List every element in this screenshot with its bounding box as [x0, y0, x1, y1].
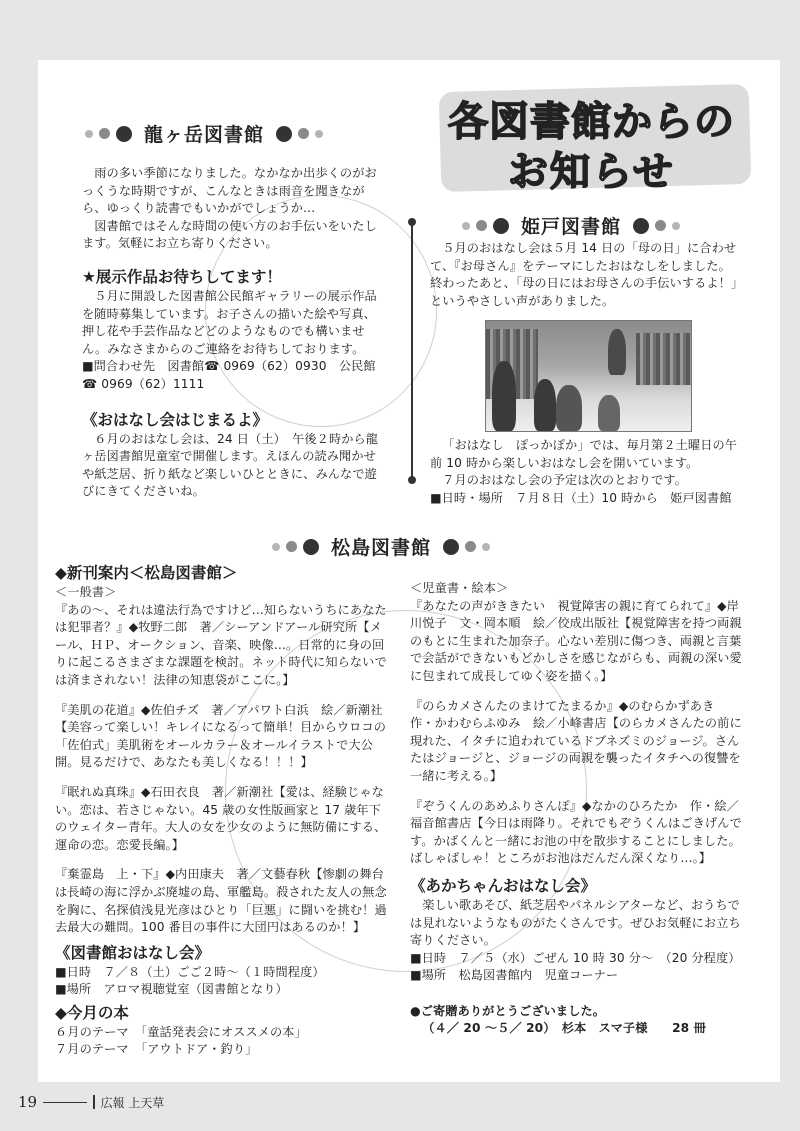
himedo-regular-storytime: 「おはなし ぽっかぽか」では、毎月第２土曜日の午前 10 時から楽しいおはなし会を開いています。	[430, 438, 738, 470]
general-books-label: ＜一般書＞	[55, 585, 117, 599]
heading-dots-right	[276, 126, 323, 142]
page-number: 19	[18, 1093, 38, 1111]
matsushima-storytime-place: ■場所 アロマ視聴覚室（図書館となり）	[55, 982, 288, 997]
ryugatake-section	[82, 165, 384, 501]
baby-storytime-place: ■場所 松島図書館内 児童コーナー	[410, 968, 619, 983]
donation-body: （４／ 20 ～５／ 20） 杉本 スマ子様 28 冊	[422, 1021, 706, 1036]
photo-person	[608, 329, 626, 375]
donation-title: ●ご寄贈ありがとうございました。	[410, 1003, 606, 1018]
magazine-name: 広報 上天草	[100, 1095, 165, 1110]
himedo-section-2	[430, 437, 738, 507]
children-book: 『のらカメさんたのまけてたまるか』◆のむらかずあき 作・かわむらふゆみ 絵／小峰書店【のらカメさんたの前に現れた、イタチに追われているドブネズミのジョージ。さんたはジョージと、ジョージの両親を襲ったイタチへの復讐を一緒に考える。】	[410, 698, 742, 783]
ryugatake-storytime-body: ６月のおはなし会は、24 日（土） 午後２時から龍ヶ岳図書館児童室で開催します。えほんの読み聞かせや紙芝居、折り紙など楽しいひとときに、みんなで遊びにきてくださいね。	[82, 431, 379, 499]
storytime-photo	[485, 320, 692, 432]
exhibit-body: ５月に開設した図書館公民館ギャラリーの展示作品を随時募集しています。お子さんの描いた絵や写真、押し花や手芸作品などどのようなものでも構いません。みなさまからのご連絡をお待ちしております。	[82, 288, 377, 356]
photo-person	[534, 379, 556, 431]
general-book: 『棄霊島 上・下』◆内田康夫 著／文藝春秋【惨劇の舞台は長崎の海に浮かぶ廃墟の島、軍艦島。殺された友人の無念を胸に、名探偵浅見光彦はひとり「巨悪」に闘いを挑む！過去最大の難問。100 番目の事件に大団円はあるのか！】	[55, 867, 387, 935]
ryugatake-intro-2: 図書館ではそんな時間の使い方のお手伝いをいたします。気軽にお立ち寄りください。	[82, 218, 377, 251]
himedo-next-schedule-intro: ７月のおはなし会の予定は次のとおりです。	[442, 473, 687, 488]
general-book: 『眠れぬ真珠』◆石田衣良 著／新潮社【愛は、経験じゃない。恋は、若さじゃない。45 歳の女性版画家と 17 歳年下のウェイター青年。大人の女を少女のように無防備にする、運命の恋。恋愛長編。】	[55, 784, 387, 852]
matsushima-storytime-title: 《図書館おはなし会》	[55, 943, 211, 962]
banner-line-2: お知らせ	[508, 149, 675, 195]
heading-dots-left	[272, 539, 319, 555]
column-divider	[411, 222, 413, 480]
children-book: 『あなたの声がききたい 視覚障害の親に育てられて』◆岸川悦子 文・岡本順 絵／佼成出版社【視覚障害を持つ両親のもとに生まれた加奈子。心ない差別に傷つき、両親と言葉で会話ができないもどかしさを感じながらも、両親の深い愛に包まれて成長してゆく姿を描く。】	[410, 598, 742, 683]
children-books-label: ＜児童書・絵本＞	[410, 581, 509, 595]
himedo-section	[430, 240, 738, 310]
general-book: 『美肌の花道』◆佐伯チズ 著／アパワト白浜 絵／新潮社【美容って楽しい！キレイになるって簡単！目からウロコの「佐伯式」美肌術をオールカラー＆オールイラストで大公開。見るだけで、あなたも美しくなる！！！】	[55, 702, 387, 770]
banner	[440, 88, 760, 200]
divider-end-top	[408, 218, 416, 226]
photo-person	[492, 361, 516, 431]
heading-dots-right	[443, 539, 490, 555]
heading-dots-left	[85, 126, 132, 142]
ryugatake-storytime-title: 《おはなし会はじまるよ》	[82, 410, 269, 429]
himedo-report: ５月のおはなし会は５月 14 日の「母の日」に合わせて、『お母さん』をテーマにしたおはなしをしました。終わったあと、「母の日にはお母さんの手伝いするよ！」というやさしい声がありました。	[430, 241, 738, 308]
ryugatake-title: 龍ヶ岳図書館	[144, 124, 265, 146]
banner-line-1: 各図書館からの	[448, 99, 735, 145]
ryugatake-intro: 雨の多い季節になりました。なかなか出歩くのがおっくうな時期ですが、こんなときは雨音を聞きながら、ゆっくり読書でもいかがでしょうか…	[82, 166, 377, 216]
baby-storytime-title: 《あかちゃんおはなし会》	[410, 876, 597, 895]
matsushima-right-column	[410, 580, 750, 1038]
matsushima-title: 松島図書館	[331, 537, 432, 559]
ryugatake-heading	[85, 120, 323, 147]
exhibit-title: ★展示作品お待ちしてます！	[82, 267, 282, 286]
heading-dots-right	[633, 218, 680, 234]
baby-storytime-body: 楽しい歌あそび、紙芝居やパネルシアターなど、おうちでは見れないようなものがたくさんです。ぜひお気軽にお立ち寄りください。	[410, 897, 741, 948]
photo-person	[556, 385, 582, 431]
children-book: 『ぞうくんのあめふりさんぽ』◆なかのひろたか 作・絵／福音館書店【今日は雨降り。それでもぞうくんはごきげんです。かばくんと一緒にお池の中を散歩することにしました。ばしゃばしゃ！ところがお池はだんだん深くなり…。】	[410, 798, 742, 866]
theme-june: ６月のテーマ 「童話発表会にオススメの本」	[55, 1024, 307, 1039]
matsushima-heading	[272, 533, 490, 560]
matsushima-left-column	[55, 563, 388, 1059]
theme-july: ７月のテーマ 「アウトドア・釣り」	[55, 1042, 258, 1057]
general-book: 『あの～、それは違法行為ですけど…知らないうちにあなたは犯罪者？』◆牧野二郎 著／シーアンドアール研究所【メール、ＨＰ、オークション、音楽、映像…。日常的に身の回りに起こるさまざまな課題を検討。ネット時代に知らないでは済まされない！法律の知恵袋がここに。】	[55, 602, 387, 687]
heading-dots-left	[462, 218, 509, 234]
contact-line-1: ■問合わせ先 図書館☎ 0969（62）0930 公民館	[82, 359, 376, 374]
baby-storytime-date: ■日時 ７／５（水）ごぜん 10 時 30 分～ （20 分程度）	[410, 950, 741, 965]
new-books-title: ◆新刊案内＜松島図書館＞	[55, 564, 238, 582]
himedo-title: 姫戸図書館	[521, 216, 622, 238]
matsushima-storytime-date: ■日時 ７／８（土）ごご２時～（１時間程度）	[55, 964, 325, 979]
footer-bar	[93, 1095, 95, 1109]
himedo-heading	[462, 212, 680, 239]
contact-line-2: ☎ 0969（62）1111	[82, 376, 205, 391]
photo-bookshelf-right	[636, 333, 691, 385]
footer-rule	[43, 1102, 87, 1103]
himedo-schedule: ■日時・場所 ７月８日（土）10 時から 姫戸図書館	[430, 490, 732, 505]
monthly-books-title: ◆今月の本	[55, 1003, 129, 1022]
page-footer	[18, 1093, 164, 1111]
divider-end-bottom	[408, 476, 416, 484]
photo-person	[598, 395, 620, 431]
